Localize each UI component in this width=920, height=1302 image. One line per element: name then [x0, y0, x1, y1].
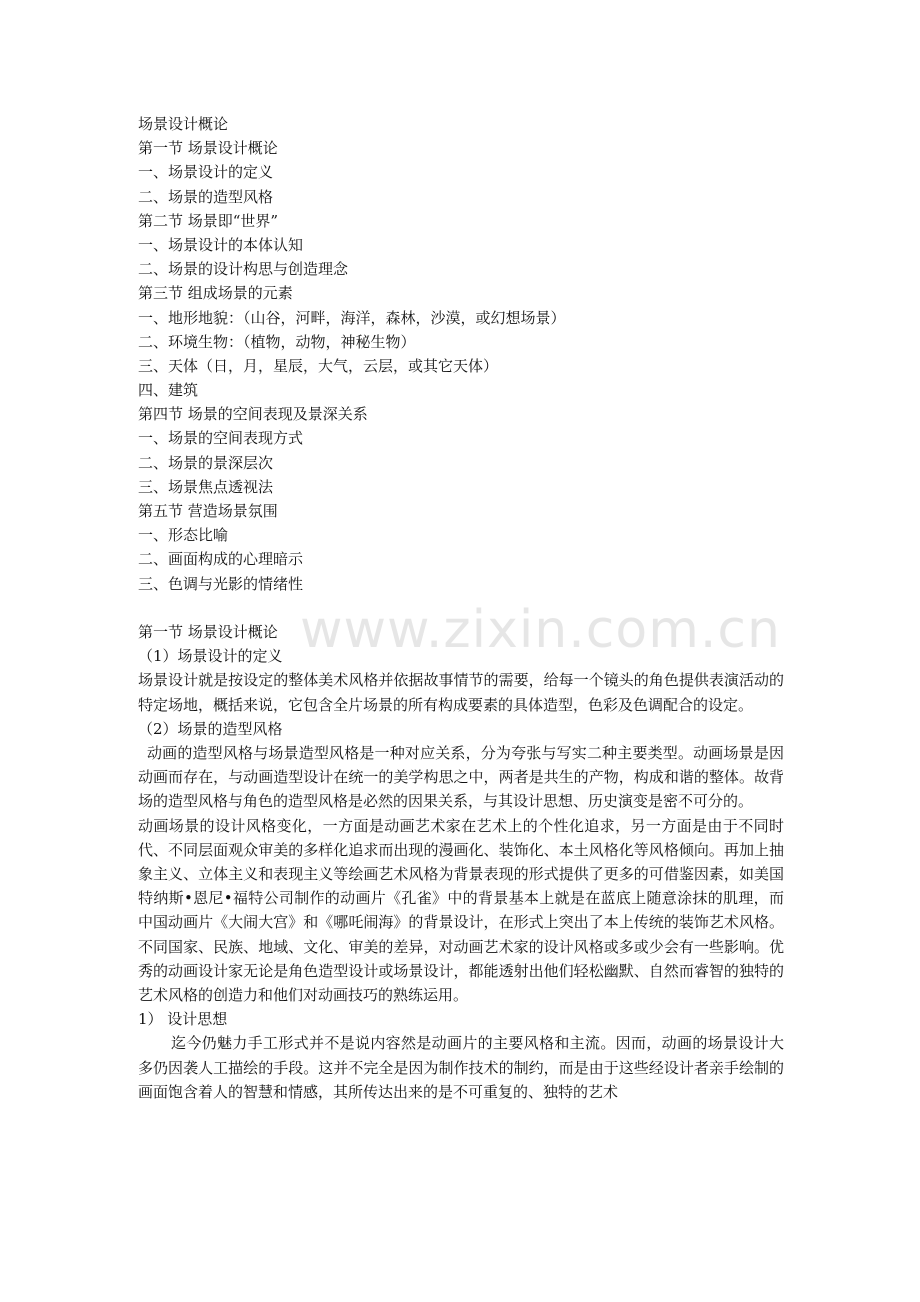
- style-paragraph-1: 动画的造型风格与场景造型风格是一种对应关系，分为夸张与写实二种主要类型。动画场景是因动画而存在，与动画造型设计在统一的美学构思之中，两者是共生的产物，构成和谐的整体。故背场的造型风格与角色的造型风格是必然的因果关系，与其设计思想、历史演变是密不可分的。: [138, 743, 784, 811]
- toc-item: 四、建筑: [138, 381, 199, 400]
- toc-item: 一、形态比喻: [138, 526, 229, 545]
- toc-item: 第二节 场景即“世界”: [138, 211, 279, 230]
- toc-item: 三、天体（日，月，星辰，大气，云层，或其它天体）: [138, 356, 499, 375]
- design-idea-paragraph: 迄今仍魅力手工形式并不是说内容然是动画片的主要风格和主流。因而，动画的场景设计大多仍因袭人工描绘的手段。这并不完全是因为制作技术的制约，而是由于这些经设计者亲手绘制的画面饱含着人的智慧和情感，其所传达出来的是不可重复的、独特的艺术: [138, 1034, 784, 1101]
- toc-item: 三、场景焦点透视法: [138, 477, 274, 496]
- watermark: www.zixin.com.cn: [300, 600, 781, 660]
- style-paragraph-2: 动画场景的设计风格变化，一方面是动画艺术家在艺术上的个性化追求，另一方面是由于不同时代、不同层面观众审美的多样化追求而出现的漫画化、装饰化、本土风格化等风格倾向。再加上抽象主义、立体主义和表现主义等绘画艺术风格为背景表现的形式提供了更多的可借鉴因素，如美国特纳斯•恩尼•福特公司制作的动画片《孔雀》中的背景基本上就是在蓝底上随意涂抹的肌理，而中国动画片《大闹大宫》和《哪吒闹海》的背景设计，在形式上突出了本上传统的装饰艺术风格。不同国家、民族、地域、文化、审美的差异，对动画艺术家的设计风格或多或少会有一些影响。优秀的动画设计家无论是角色造型设计或场景设计，都能透射出他们轻松幽默、自然而睿智的独特的艺术风格的创造力和他们对动画技巧的熟练运用。: [138, 816, 784, 1004]
- toc-item: 一、场景设计的本体认知: [138, 235, 304, 254]
- definition-paragraph: 场景设计就是按设定的整体美术风格并依据故事情节的需要，给每一个镜头的角色提供表演活动的特定场地，概括来说，它包含全片场景的所有构成要素的具体造型，色彩及色调配合的设定。: [138, 671, 784, 714]
- toc-item: 第五节 营造场景氛围: [138, 502, 278, 520]
- toc-item: 第四节 场景的空间表现及景深关系: [138, 405, 368, 424]
- toc-list: [138, 136, 784, 596]
- toc-item: 一、场景的空间表现方式: [138, 429, 304, 448]
- toc-item: 第三节 组成场景的元素: [138, 284, 293, 303]
- toc-item: 三、色调与光影的情绪性: [138, 574, 304, 593]
- subsection-heading: （2）场景的造型风格: [138, 719, 283, 738]
- toc-item: 二、场景的造型风格: [138, 187, 274, 206]
- document-page: [138, 112, 784, 1104]
- toc-item: 二、场景的景深层次: [138, 453, 274, 472]
- toc-item: 二、画面构成的心理暗示: [138, 550, 304, 569]
- toc-item: 第一节 场景设计概论: [138, 139, 278, 158]
- spacer: [138, 596, 784, 620]
- toc-item: 二、场景的设计构思与创造理念: [138, 260, 349, 279]
- toc-item: 一、场景设计的定义: [138, 163, 274, 182]
- subsection-heading: （1）场景设计的定义: [138, 647, 283, 666]
- doc-title: 场景设计概论: [138, 115, 229, 133]
- section-heading: 第一节 场景设计概论: [138, 622, 278, 641]
- subsection-heading: 1） 设计思想: [138, 1010, 228, 1029]
- toc-item: 二、环境生物：（植物，动物，神秘生物）: [138, 332, 416, 351]
- toc-item: 一、地形地貌：（山谷，河畔，海洋，森林，沙漠，或幻想场景）: [138, 308, 566, 327]
